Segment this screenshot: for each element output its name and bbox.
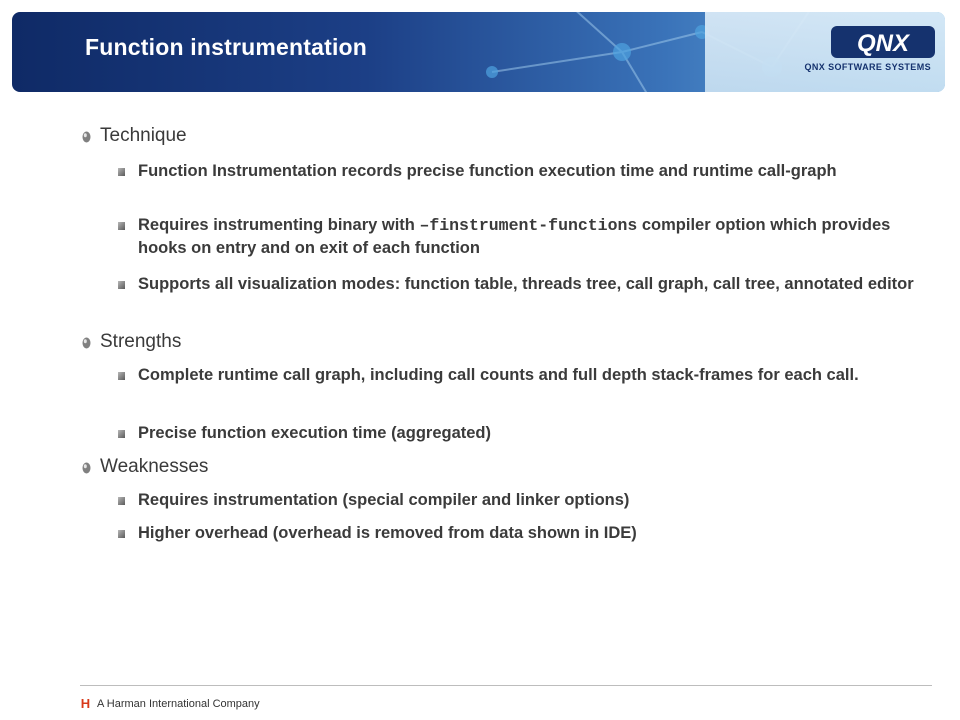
sub-bullet-icon — [118, 372, 125, 380]
footer-mark-text: H — [80, 697, 91, 709]
harman-logo-icon — [80, 697, 91, 709]
bullet-technique-2-pre: Requires instrumenting binary with — [138, 216, 420, 234]
compiler-flag-code: –finstrument-functions — [419, 216, 638, 235]
bullet-icon — [82, 462, 91, 474]
bullet-strengths-1: Complete runtime call graph, including call counts and full depth stack-frames for each call. — [138, 366, 859, 384]
sub-bullet-icon — [118, 281, 125, 289]
bullet-technique-1: Function Instrumentation records precise function execution time and runtime call-graph — [138, 162, 837, 180]
bullet-technique-2 — [138, 214, 928, 259]
bullet-technique-3: Supports all visualization modes: function table, threads tree, call graph, call tree, annotated editor — [138, 275, 914, 293]
section-heading-technique: Technique — [100, 125, 187, 146]
section-heading-weaknesses: Weaknesses — [100, 456, 209, 477]
sub-bullet-icon — [118, 497, 125, 505]
logo-mark-text: QNX — [856, 30, 910, 57]
bullet-icon — [82, 337, 91, 349]
qnx-logo-icon — [831, 26, 935, 58]
logo-subtitle: QNX SOFTWARE SYSTEMS — [804, 62, 931, 72]
bullet-icon — [82, 131, 91, 143]
slide-title: Function instrumentation — [85, 34, 368, 60]
sub-bullet-icon — [118, 530, 125, 538]
bullet-technique-2-post: compiler option which provides hooks on entry and on exit of each function — [138, 216, 891, 257]
bullet-strengths-2: Precise function execution time (aggregated) — [138, 424, 491, 442]
header-banner — [12, 12, 945, 92]
footer-divider — [80, 685, 932, 686]
section-heading-strengths: Strengths — [100, 331, 182, 352]
logo-panel — [705, 12, 945, 92]
sub-bullet-icon — [118, 168, 125, 176]
bullet-weaknesses-2: Higher overhead (overhead is removed from data shown in IDE) — [138, 524, 637, 542]
sub-bullet-icon — [118, 222, 125, 230]
footer-company-text: A Harman International Company — [97, 698, 260, 710]
sub-bullet-icon — [118, 430, 125, 438]
bullet-weaknesses-1: Requires instrumentation (special compiler and linker options) — [138, 491, 630, 509]
